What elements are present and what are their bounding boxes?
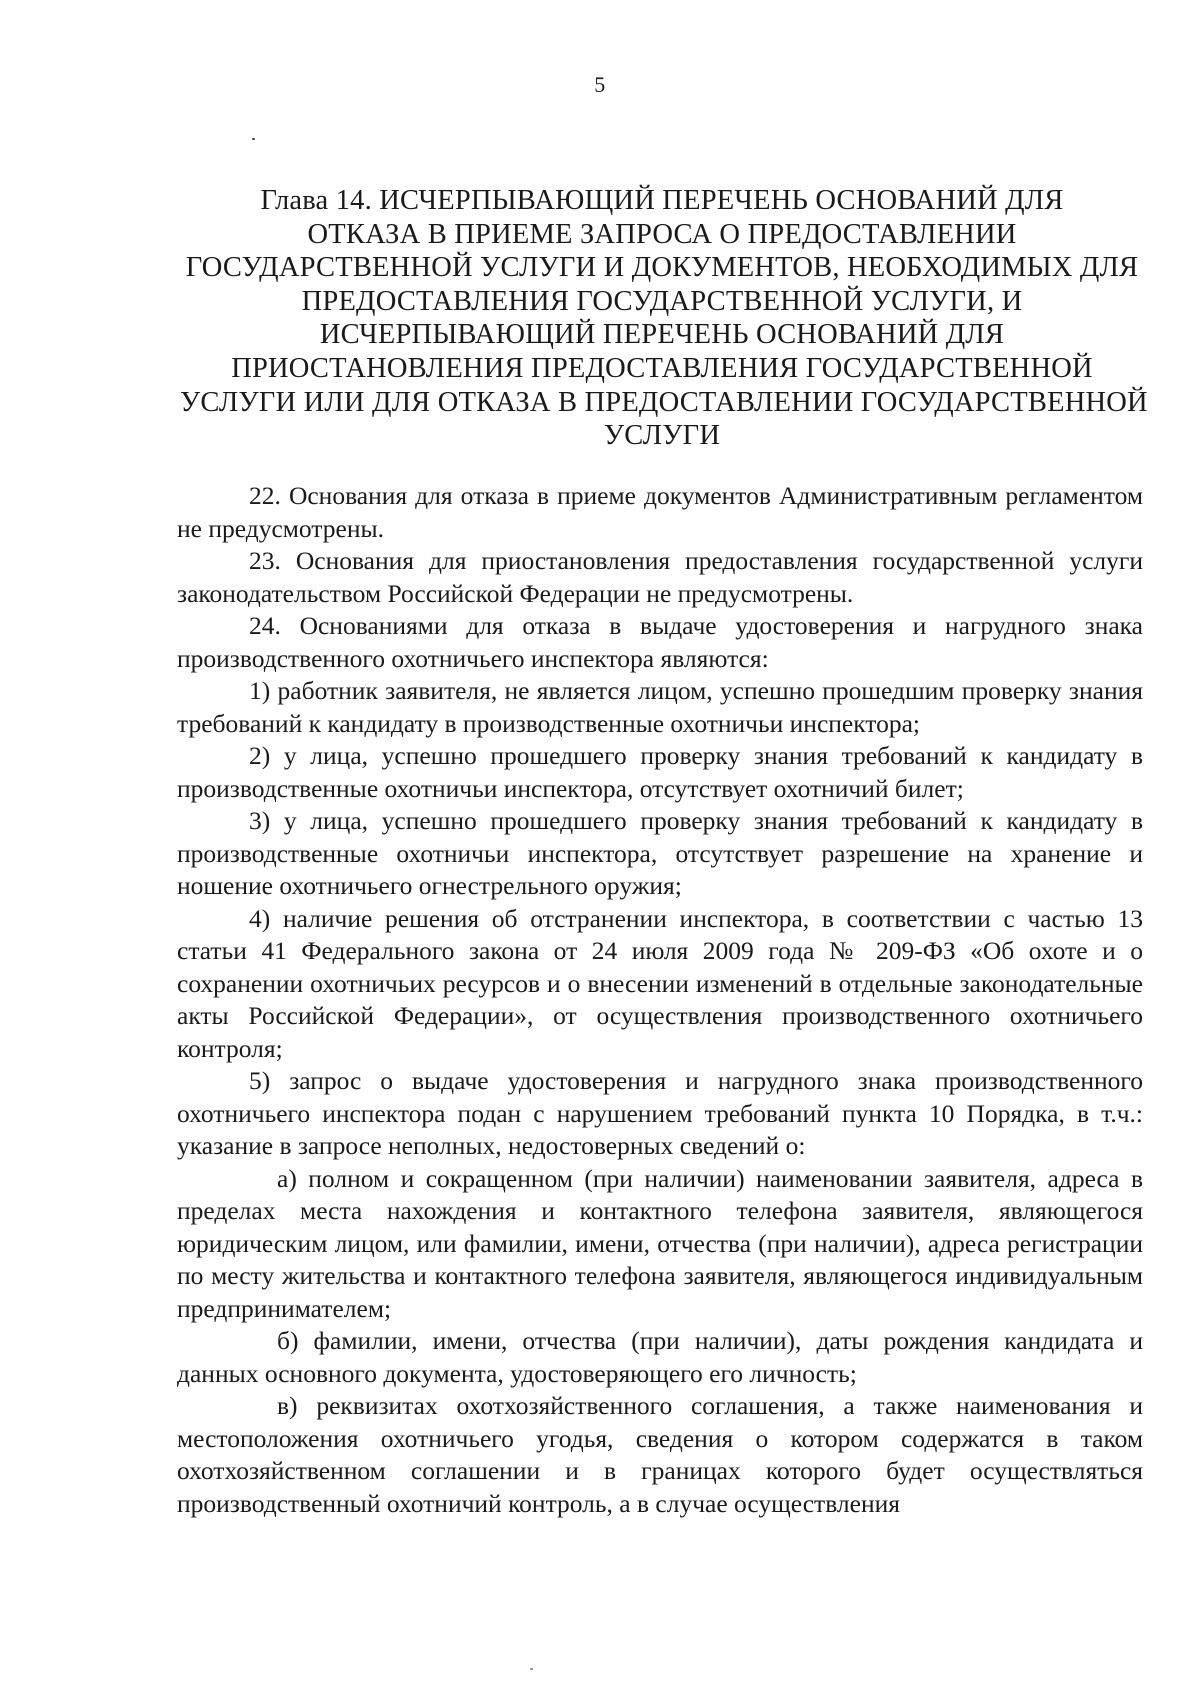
- chapter-title-line: ИСЧЕРПЫВАЮЩИЙ ПЕРЕЧЕНЬ ОСНОВАНИЙ ДЛЯ: [319, 319, 1005, 351]
- page-number: 5: [594, 72, 606, 97]
- list-subitem-b: б) фамилии, имени, отчества (при наличии), даты рождения кандидата и данных основного документа, удостоверяющего его личность;: [177, 1326, 1143, 1388]
- list-subitem-a: а) полном и сокращенном (при наличии) наименовании заявителя, адреса в пределах места нахождения и контактного телефона заявителя, являющегося юридическим лицом, или фамилии, имени, отчества (при наличии), адреса регистрации по месту жительства и контактного телефона заявителя, являющегося индивидуальным предпринимателем;: [177, 1163, 1143, 1323]
- scan-speck: [252, 138, 255, 140]
- chapter-title-line: УСЛУГИ ИЛИ ДЛЯ ОТКАЗА В ПРЕДОСТАВЛЕНИИ ГОСУДАРСТВЕННОЙ: [180, 386, 1148, 418]
- list-item-3: 3) у лица, успешно прошедшего проверку знания требований к кандидату в производственные охотничьи инспектора, отсутствует разрешение на хранение и ношение охотничьего огнестрельного оружия;: [177, 806, 1143, 900]
- scan-speck: [530, 1668, 533, 1670]
- chapter-title: [180, 184, 1148, 453]
- body-text: [177, 480, 1143, 1520]
- chapter-title-line: Глава 14. ИСЧЕРПЫВАЮЩИЙ ПЕРЕЧЕНЬ ОСНОВАНИЙ ДЛЯ: [260, 185, 1064, 216]
- chapter-title-line: ПРИОСТАНОВЛЕНИЯ ПРЕДОСТАВЛЕНИЯ ГОСУДАРСТВЕННОЙ: [231, 352, 1093, 384]
- paragraph-23: 23. Основания для приостановления предоставления государственной услуги законодательством Российской Федерации не предусмотрены.: [177, 546, 1143, 608]
- chapter-title-line: ОТКАЗА В ПРИЕМЕ ЗАПРОСА О ПРЕДОСТАВЛЕНИИ: [307, 218, 1017, 250]
- list-subitem-v: в) реквизитах охотхозяйственного соглашения, а также наименования и местоположения охотничьего угодья, сведения о котором содержатся в таком охотхозяйственном соглашении и в границах которого будет осуществляться производственный охотничий контроль, а в случае осуществления: [177, 1391, 1143, 1518]
- chapter-title-line: ПРЕДОСТАВЛЕНИЯ ГОСУДАРСТВЕННОЙ УСЛУГИ, И: [301, 285, 1023, 317]
- chapter-title-line: УСЛУГИ: [603, 420, 721, 452]
- paragraph-24: 24. Основаниями для отказа в выдаче удостоверения и нагрудного знака производственного охотничьего инспектора являются:: [177, 611, 1143, 673]
- list-item-4: 4) наличие решения об отстранении инспектора, в соответствии с частью 13 статьи 41 Федерального закона от 24 июля 2009 года № 209-ФЗ «Об охоте и о сохранении охотничьих ресурсов и о внесении изменений в отдельные законодательные акты Российской Федерации», от осуществления производственного охотничьего контроля;: [177, 903, 1143, 1063]
- paragraph-22: 22. Основания для отказа в приеме документов Административным регламентом не предусмотрены.: [177, 481, 1143, 543]
- chapter-title-line: ГОСУДАРСТВЕННОЙ УСЛУГИ И ДОКУМЕНТОВ, НЕОБХОДИМЫХ ДЛЯ: [185, 252, 1139, 284]
- list-item-1: 1) работник заявителя, не является лицом, успешно прошедшим проверку знания требований к кандидату в производственные охотничьи инспектора;: [177, 676, 1143, 738]
- list-item-5: 5) запрос о выдаче удостоверения и нагрудного знака производственного охотничьего инспектора подан с нарушением требований пункта 10 Порядка, в т.ч.: указание в запросе неполных, недостоверных сведений о:: [177, 1066, 1143, 1160]
- list-item-2: 2) у лица, успешно прошедшего проверку знания требований к кандидату в производственные охотничьи инспектора, отсутствует охотничий билет;: [177, 741, 1143, 803]
